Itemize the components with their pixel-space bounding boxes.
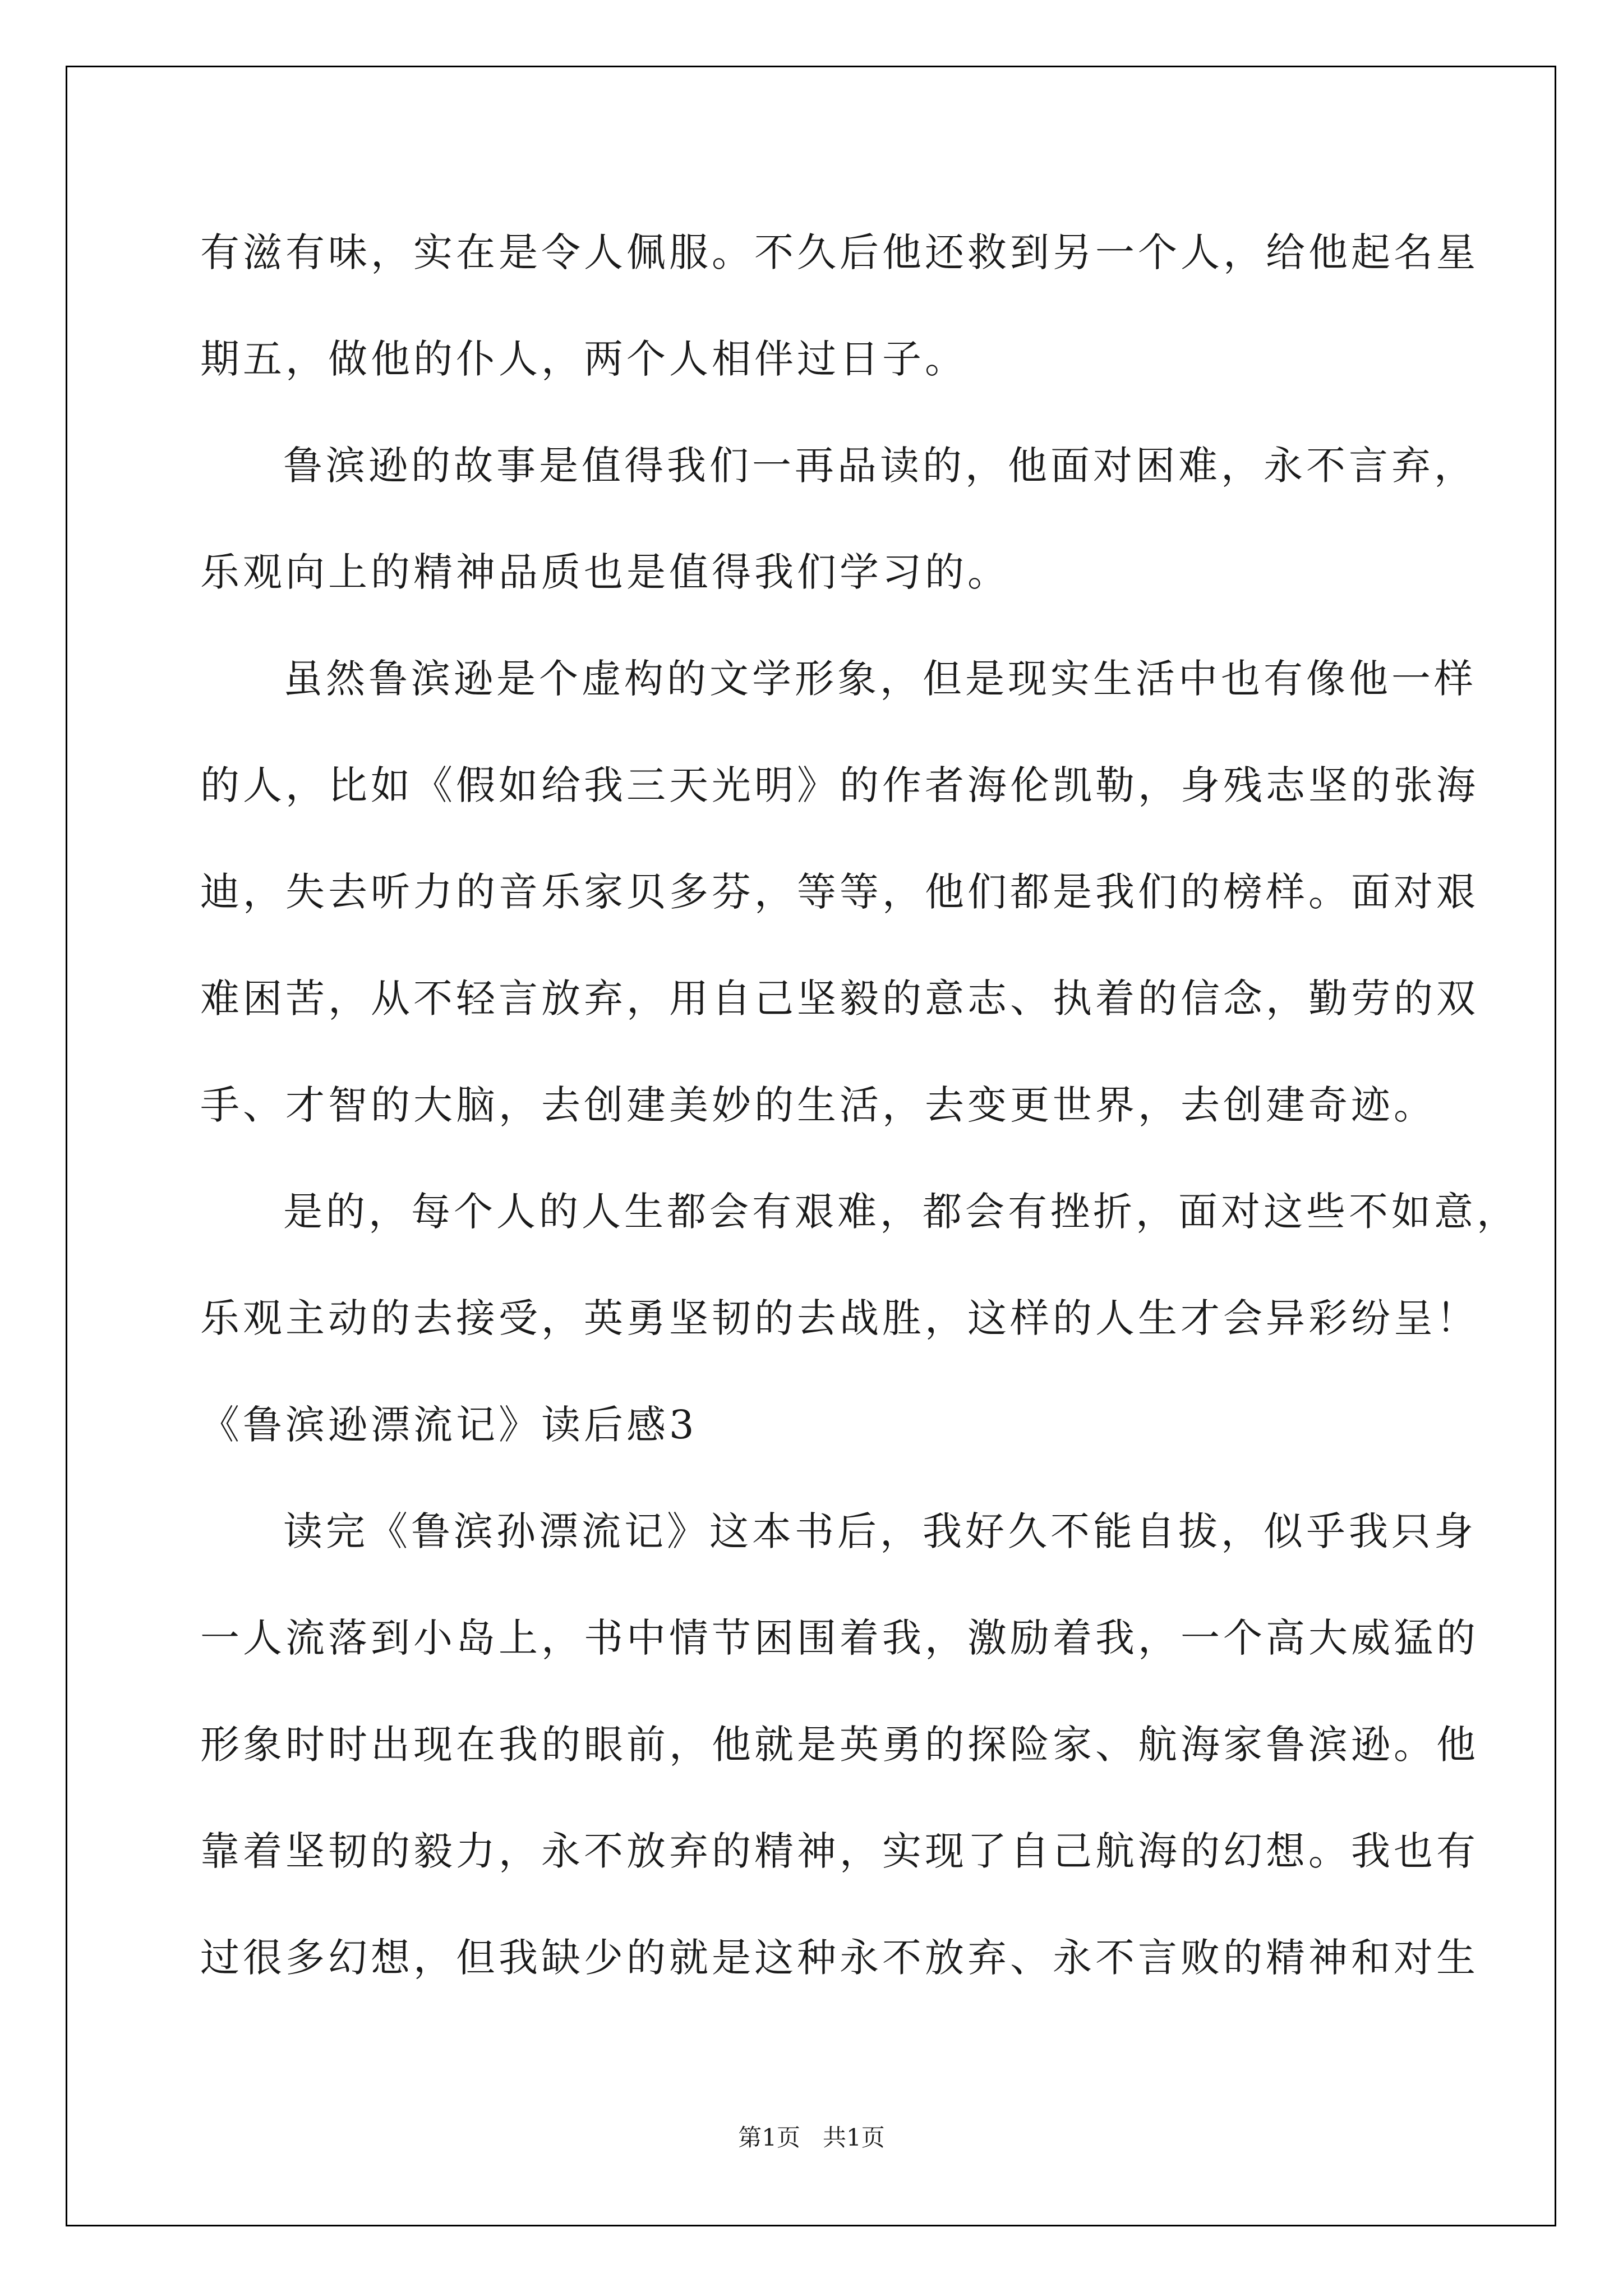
paragraph-start: 读完《鲁滨孙漂流记》这本书后，我好久不能自拔，似乎我只身 xyxy=(283,1508,1477,1554)
text-line: 乐观主动的去接受，英勇坚韧的去战胜，这样的人生才会异彩纷呈！ xyxy=(200,1295,1479,1341)
text-line: 过很多幻想，但我缺少的就是这种永不放弃、永不言败的精神和对生 xyxy=(200,1935,1479,1981)
section-heading: 《鲁滨逊漂流记》读后感3 xyxy=(200,1402,698,1448)
text-line: 一人流落到小岛上，书中情节困围着我，激励着我，一个高大威猛的 xyxy=(200,1615,1479,1661)
text-line: 乐观向上的精神品质也是值得我们学习的。 xyxy=(200,549,1010,595)
text-line: 迪，失去听力的音乐家贝多芬，等等，他们都是我们的榜样。面对艰 xyxy=(200,869,1479,915)
text-line: 有滋有味，实在是令人佩服。不久后他还救到另一个人，给他起名星 xyxy=(200,229,1479,275)
text-line: 靠着坚韧的毅力，永不放弃的精神，实现了自己航海的幻想。我也有 xyxy=(200,1828,1479,1874)
text-line: 手、才智的大脑，去创建美妙的生活，去变更世界，去创建奇迹。 xyxy=(200,1082,1436,1128)
paragraph-start: 虽然鲁滨逊是个虚构的文学形象，但是现实生活中也有像他一样 xyxy=(283,656,1477,702)
text-line: 难困苦，从不轻言放弃，用自己坚毅的意志、执着的信念，勤劳的双 xyxy=(200,976,1479,1022)
paragraph-start: 鲁滨逊的故事是值得我们一再品读的，他面对困难，永不言弃， xyxy=(283,443,1477,489)
text-line: 期五，做他的仆人，两个人相伴过日子。 xyxy=(200,336,967,382)
text-line: 形象时时出现在我的眼前，他就是英勇的探险家、航海家鲁滨逊。他 xyxy=(200,1722,1479,1768)
text-line: 的人，比如《假如给我三天光明》的作者海伦凯勒，身残志坚的张海 xyxy=(200,762,1479,808)
document-body xyxy=(200,216,1519,2028)
page-footer: 第1页 共1页 xyxy=(738,2124,885,2151)
paragraph-start: 是的，每个人的人生都会有艰难，都会有挫折，面对这些不如意， xyxy=(283,1189,1519,1235)
